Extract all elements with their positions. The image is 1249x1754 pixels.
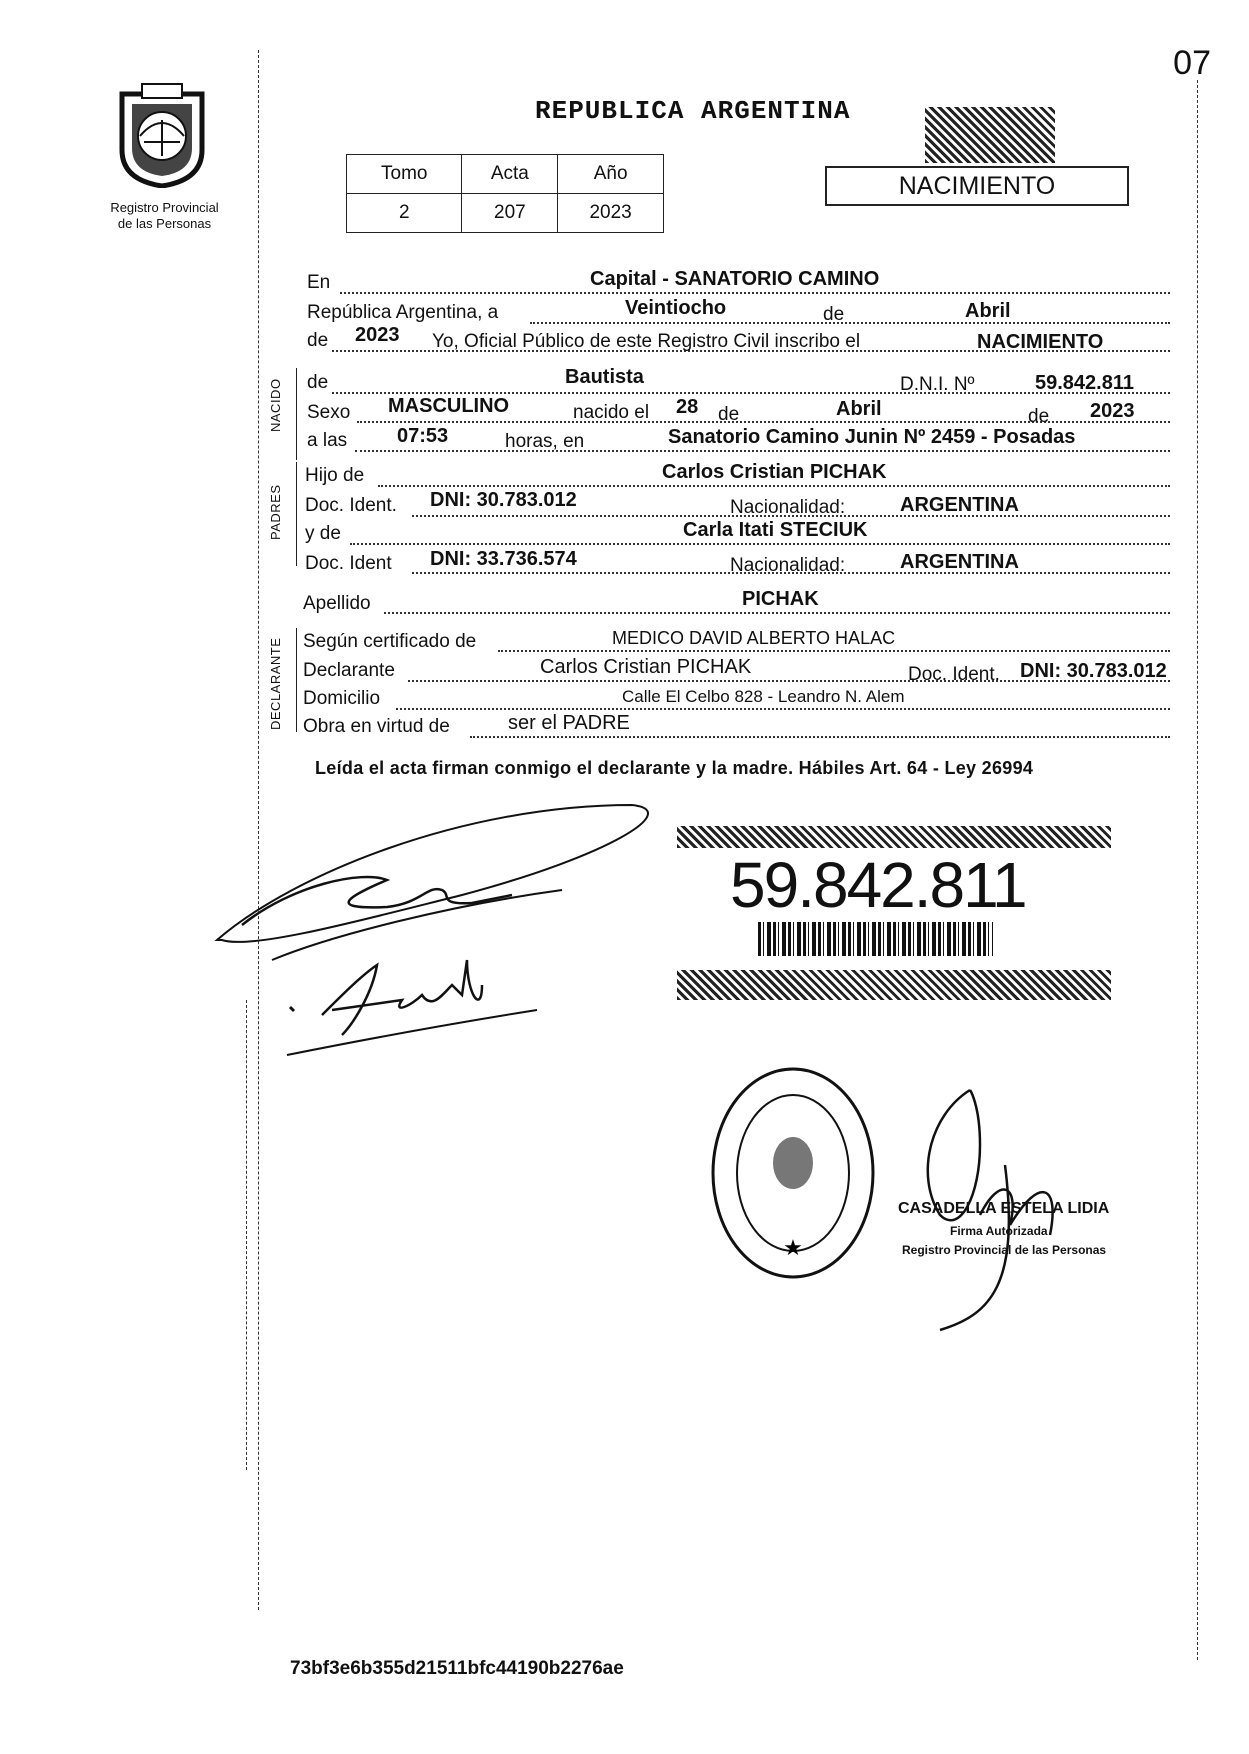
- declarante-side-label: DECLARANTE: [268, 637, 283, 730]
- dots-15: [470, 736, 1170, 738]
- birth-month-value: Abril: [836, 398, 882, 420]
- table-value-tomo: 2: [347, 194, 462, 233]
- birth-day-value: 28: [676, 396, 699, 418]
- mother-doc-value: DNI: 33.736.574: [430, 548, 577, 570]
- document-hash: 73bf3e6b355d21511bfc44190b2276ae: [290, 1658, 624, 1679]
- nacido-bracket: [296, 368, 297, 460]
- declarante-bracket: [296, 628, 297, 732]
- act-kind-value: NACIMIENTO: [977, 331, 1104, 353]
- decl-doc-label: Doc. Ident.: [908, 664, 1000, 685]
- de-label-1: de: [823, 304, 845, 325]
- dots-14: [396, 708, 1170, 710]
- surname-value: PICHAK: [742, 588, 819, 610]
- domicilio-label: Domicilio: [303, 688, 381, 709]
- official-seal: [708, 1063, 878, 1283]
- apellido-label: Apellido: [303, 593, 371, 614]
- registry-table: [346, 154, 664, 233]
- closing-text: Leída el acta firman conmigo el declarante y la madre. Hábiles Art. 64 - Ley 26994: [315, 758, 1034, 778]
- security-band-bottom: [677, 970, 1111, 1000]
- birth-place-value: Sanatorio Camino Junin Nº 2459 - Posadas: [668, 426, 1076, 448]
- table-header-acta: Acta: [462, 155, 558, 194]
- official-role: Firma Autorizada: [950, 1224, 1048, 1238]
- de-label-2: de: [307, 330, 329, 351]
- nacionalidad-label-1: Nacionalidad:: [730, 497, 846, 518]
- mother-name-value: Carla Itati STECIUK: [683, 519, 868, 541]
- padres-bracket: [296, 462, 297, 566]
- year-value: 2023: [355, 324, 400, 346]
- dots-6: [355, 450, 1170, 452]
- official-name: CASADELLA ESTELA LIDIA: [898, 1200, 1110, 1217]
- alas-label: a las: [307, 430, 348, 451]
- nacido-side-label: NACIDO: [268, 378, 283, 432]
- de-label-5: de: [1028, 406, 1050, 427]
- dots-2: [530, 322, 1170, 324]
- father-nationality-value: ARGENTINA: [900, 494, 1019, 516]
- segun-label: Según certificado de: [303, 631, 477, 652]
- sexo-value: MASCULINO: [388, 395, 510, 417]
- barcode: [758, 922, 993, 956]
- dots-7: [378, 485, 1170, 487]
- dni-value: 59.842.811: [1035, 372, 1134, 394]
- certificate-value: MEDICO DAVID ALBERTO HALAC: [612, 628, 896, 648]
- de-label-3: de: [307, 372, 329, 393]
- mother-nationality-value: ARGENTINA: [900, 551, 1019, 573]
- mother-signature: [282, 955, 542, 1065]
- inscribo-label: Yo, Oficial Público de este Registro Civil inscribo el: [432, 331, 861, 352]
- father-doc-value: DNI: 30.783.012: [430, 489, 577, 511]
- document-title: REPUBLICA ARGENTINA: [535, 96, 851, 126]
- hijo-label: Hijo de: [305, 465, 365, 486]
- month-value: Abril: [965, 300, 1011, 322]
- sexo-label: Sexo: [307, 402, 351, 423]
- nacido-label: nacido el: [573, 402, 650, 423]
- security-band-top: [677, 826, 1111, 848]
- de-label-4: de: [718, 404, 740, 425]
- doc-ident-label-2: Doc. Ident: [305, 553, 392, 574]
- id-number: 59.842.811: [730, 849, 1026, 921]
- father-name-value: Carlos Cristian PICHAK: [662, 461, 887, 483]
- dots-9: [350, 543, 1170, 545]
- relation-value: ser el PADRE: [508, 712, 630, 734]
- birth-year-value: 2023: [1090, 400, 1135, 422]
- nacionalidad-label-2: Nacionalidad:: [730, 555, 846, 576]
- right-margin-line: [1197, 80, 1198, 1660]
- place-value: Capital - SANATORIO CAMINO: [590, 268, 880, 290]
- province-logo: [110, 80, 214, 188]
- horas-label: horas, en: [505, 431, 585, 452]
- hour-value: 07:53: [397, 425, 449, 447]
- address-value: Calle El Celbo 828 - Leandro N. Alem: [622, 687, 905, 706]
- dots-1: [340, 292, 1170, 294]
- dots-12: [498, 650, 1170, 652]
- name-value: Bautista: [565, 366, 644, 388]
- logo-caption-1: Registro Provincial: [110, 200, 219, 215]
- left-outer-line: [246, 1000, 247, 1470]
- obra-label: Obra en virtud de: [303, 716, 450, 737]
- table-header-anio: Año: [558, 155, 664, 194]
- yde-label: y de: [305, 523, 341, 544]
- en-label: En: [307, 272, 331, 293]
- security-stamp: [925, 107, 1055, 163]
- official-org: Registro Provincial de las Personas: [902, 1243, 1107, 1257]
- declarant-signature: [212, 795, 662, 975]
- table-value-anio: 2023: [558, 194, 664, 233]
- declarant-doc-value: DNI: 30.783.012: [1020, 660, 1167, 682]
- page-number: 07: [1173, 44, 1211, 82]
- padres-side-label: PADRES: [268, 484, 283, 540]
- doc-ident-label-1: Doc. Ident.: [305, 495, 397, 516]
- svg-text:★: ★: [783, 1235, 803, 1260]
- act-type-box: NACIMIENTO: [825, 166, 1129, 206]
- declarante-label: Declarante: [303, 660, 395, 681]
- republica-label: República Argentina, a: [307, 302, 499, 323]
- dots-11: [384, 612, 1170, 614]
- table-header-tomo: Tomo: [347, 155, 462, 194]
- day-value: Veintiocho: [625, 297, 727, 319]
- declarant-name-value: Carlos Cristian PICHAK: [540, 656, 752, 678]
- logo-caption-2: de las Personas: [117, 216, 212, 231]
- table-value-acta: 207: [462, 194, 558, 233]
- dni-label: D.N.I. Nº: [900, 374, 975, 395]
